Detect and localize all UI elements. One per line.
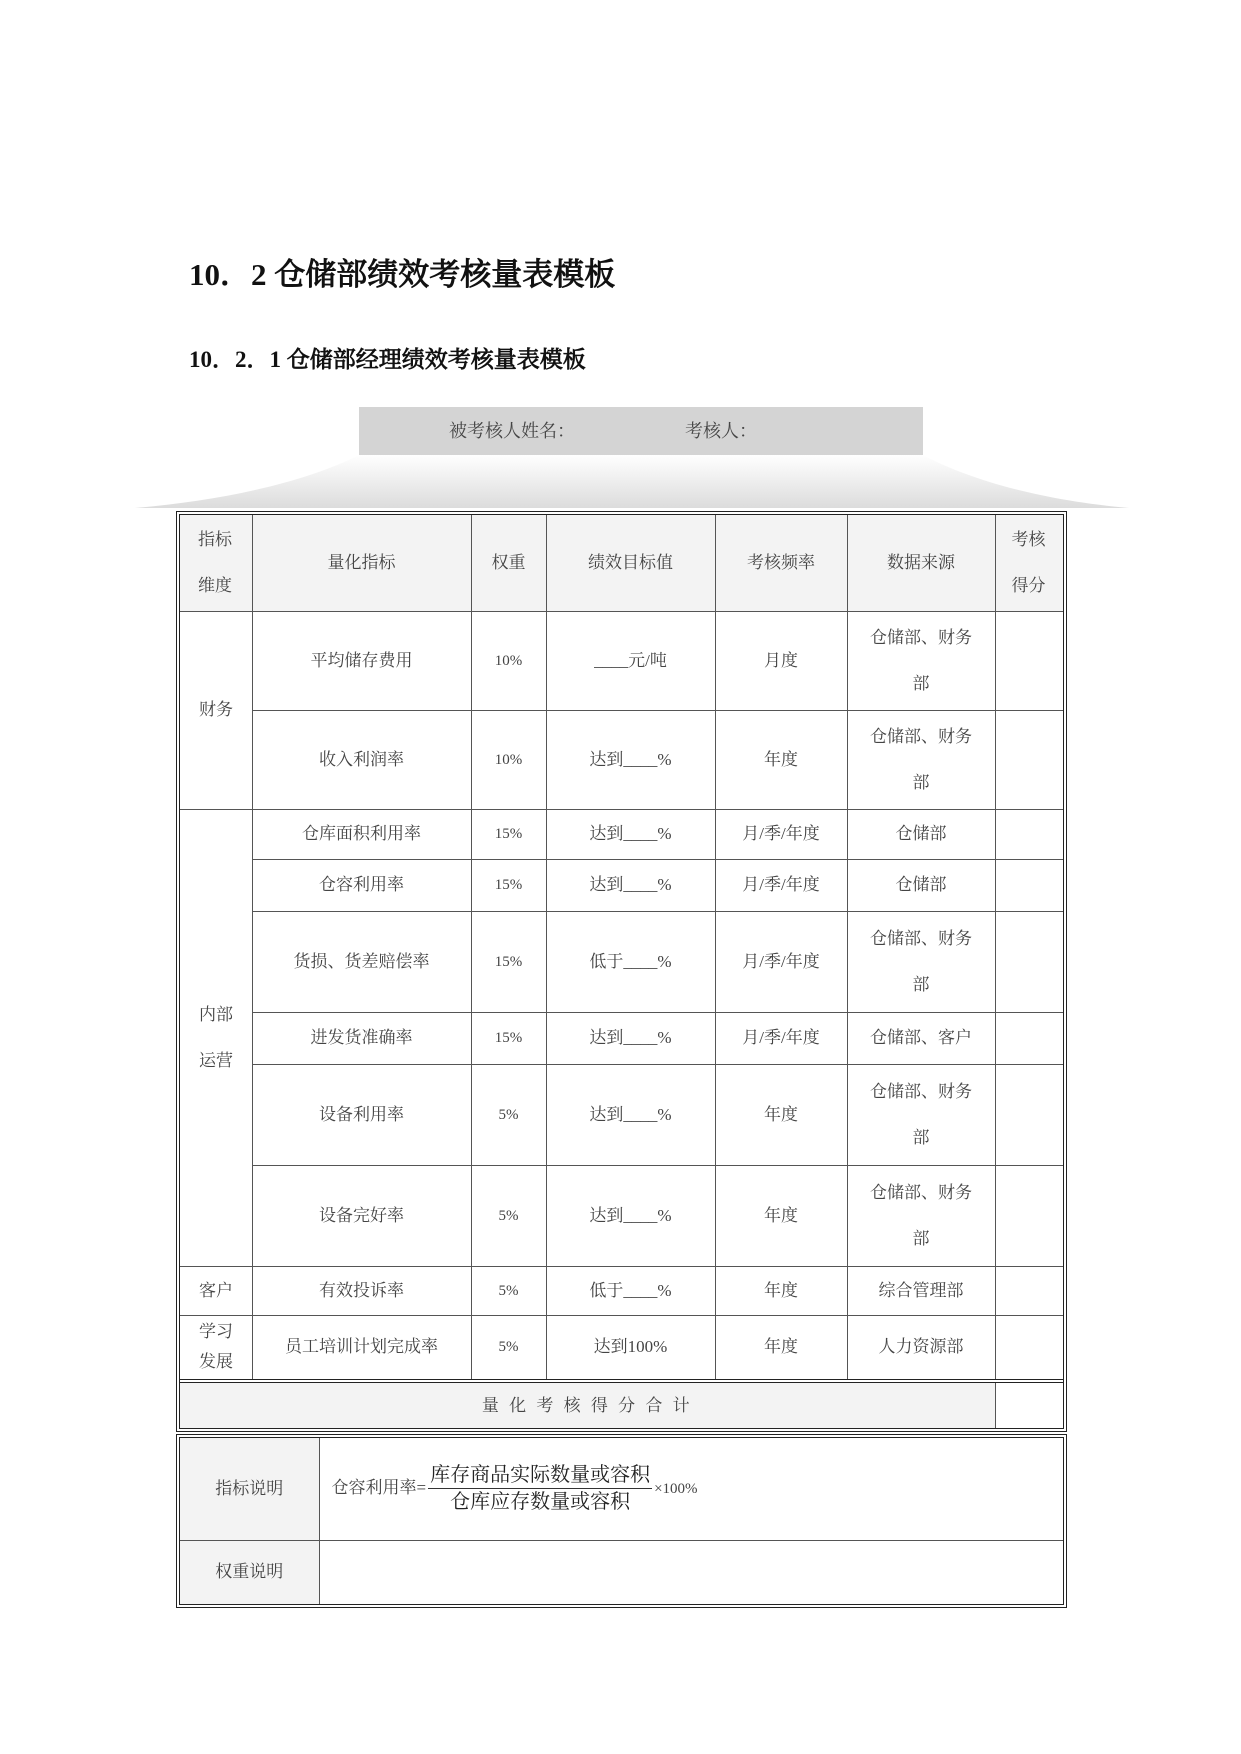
- header-indicator: 量化指标: [252, 515, 471, 611]
- score-cell: [995, 1012, 1063, 1064]
- source-text: 仓储部、财务部: [870, 928, 972, 994]
- target-cell: 达到____%: [546, 809, 715, 859]
- formula-denominator: 仓库应存数量或容积: [450, 1491, 631, 1514]
- indicator-cell: 员工培训计划完成率: [252, 1315, 471, 1381]
- frequency-cell: 月/季/年度: [715, 809, 847, 859]
- score-cell: [995, 1266, 1063, 1315]
- source-cell: [847, 859, 995, 911]
- score-cell: [995, 710, 1063, 809]
- table-row: [180, 1315, 1063, 1381]
- score-cell: [995, 1165, 1063, 1266]
- score-cell: [995, 911, 1063, 1012]
- frequency-cell: 月度: [715, 611, 847, 710]
- score-cell: [995, 809, 1063, 859]
- indicator-cell: 有效投诉率: [252, 1266, 471, 1315]
- table-row: [180, 710, 1063, 809]
- total-score-label: 量 化 考 核 得 分 合 计: [180, 1381, 995, 1428]
- target-cell: 达到____%: [546, 1012, 715, 1064]
- dimension-cell: 客户: [180, 1266, 252, 1315]
- frequency-cell: 月/季/年度: [715, 859, 847, 911]
- dimension-cell: 学习 发展: [180, 1315, 252, 1381]
- weight-cell: 10%: [471, 710, 546, 809]
- formula-lhs: 仓容利用率=: [331, 1477, 427, 1497]
- header-frequency: 考核频率: [715, 515, 847, 611]
- source-text: 仓储部: [895, 875, 947, 894]
- score-cell: [995, 611, 1063, 710]
- score-cell: [995, 1315, 1063, 1381]
- table-row: [180, 911, 1063, 1012]
- section-title: 10．2 仓储部绩效考核量表模板: [189, 257, 616, 292]
- source-cell: [847, 1266, 995, 1315]
- source-text: 仓储部、财务部: [870, 726, 972, 792]
- weight-note-row: [180, 1540, 1063, 1604]
- score-cell: [995, 859, 1063, 911]
- source-text: 综合管理部: [878, 1280, 964, 1300]
- formula-numerator: 库存商品实际数量或容积: [428, 1462, 652, 1489]
- frequency-cell: 年度: [715, 1315, 847, 1381]
- table-row: [180, 1012, 1063, 1064]
- source-cell: [847, 809, 995, 859]
- table-header-row: [180, 515, 1063, 611]
- source-cell: [847, 1012, 995, 1064]
- weight-cell: 15%: [471, 809, 546, 859]
- source-text: 仓储部、财务部: [870, 1182, 972, 1248]
- header-target: 绩效目标值: [546, 515, 715, 611]
- frequency-cell: 月/季/年度: [715, 1012, 847, 1064]
- subsection-title: 10．2．1 仓储部经理绩效考核量表模板: [189, 347, 586, 372]
- indicator-cell: 平均储存费用: [252, 611, 471, 710]
- target-cell: ____元/吨: [546, 611, 715, 710]
- source-text: 仓储部、客户: [870, 1028, 972, 1047]
- weight-cell: 5%: [471, 1315, 546, 1381]
- target-cell: 低于____%: [546, 911, 715, 1012]
- indicator-cell: 设备完好率: [252, 1165, 471, 1266]
- indicator-cell: 进发货准确率: [252, 1012, 471, 1064]
- frequency-cell: 年度: [715, 710, 847, 809]
- source-cell: [847, 1064, 995, 1165]
- review-box-shadow: [0, 452, 1241, 512]
- table-row: [180, 809, 1063, 859]
- table-row: [180, 1064, 1063, 1165]
- frequency-cell: 年度: [715, 1266, 847, 1315]
- formula-fraction: [428, 1462, 652, 1515]
- header-weight: 权重: [471, 515, 546, 611]
- target-cell: 达到____%: [546, 710, 715, 809]
- source-cell: [847, 911, 995, 1012]
- target-cell: 低于____%: [546, 1266, 715, 1315]
- source-text: 人力资源部: [878, 1337, 964, 1357]
- score-cell: [995, 1064, 1063, 1165]
- table-row: [180, 1165, 1063, 1266]
- source-text: 仓储部、财务部: [870, 627, 972, 693]
- frequency-cell: 年度: [715, 1165, 847, 1266]
- indicator-cell: 货损、货差赔偿率: [252, 911, 471, 1012]
- weight-note-label: 权重说明: [180, 1540, 319, 1604]
- source-cell: [847, 1165, 995, 1266]
- target-cell: 达到____%: [546, 1064, 715, 1165]
- weight-cell: 5%: [471, 1165, 546, 1266]
- indicator-cell: 仓容利用率: [252, 859, 471, 911]
- source-text: 仓储部: [895, 824, 947, 843]
- formula: [331, 1464, 698, 1514]
- source-cell: [847, 611, 995, 710]
- header-source: 数据来源: [847, 515, 995, 611]
- weight-cell: 15%: [471, 1012, 546, 1064]
- total-row: [180, 1381, 1063, 1428]
- indicator-cell: 收入利润率: [252, 710, 471, 809]
- examiner-label: 考核人：: [685, 421, 757, 441]
- frequency-cell: 年度: [715, 1064, 847, 1165]
- indicator-cell: 设备利用率: [252, 1064, 471, 1165]
- total-score-cell: [995, 1381, 1063, 1428]
- header-score: 考核 得分: [995, 515, 1063, 611]
- indicator-note-label: 指标说明: [180, 1438, 319, 1540]
- weight-cell: 5%: [471, 1266, 546, 1315]
- indicator-note-row: [180, 1438, 1063, 1540]
- kpi-table-frame: [176, 511, 1067, 1432]
- header-dimension: 指标 维度: [180, 515, 252, 611]
- notes-table-frame: [176, 1434, 1067, 1608]
- target-cell: 达到____%: [546, 859, 715, 911]
- source-cell: [847, 710, 995, 809]
- source-text: 仓储部、财务部: [870, 1081, 972, 1147]
- kpi-table: [180, 515, 1063, 1428]
- weight-cell: 15%: [471, 911, 546, 1012]
- weight-cell: 10%: [471, 611, 546, 710]
- indicator-cell: 仓库面积利用率: [252, 809, 471, 859]
- table-row: [180, 1266, 1063, 1315]
- review-info-box: [359, 407, 923, 455]
- target-cell: 达到100%: [546, 1315, 715, 1381]
- table-row: [180, 611, 1063, 710]
- notes-table: [180, 1438, 1063, 1604]
- table-row: [180, 859, 1063, 911]
- dimension-cell: 内部 运营: [180, 809, 252, 1266]
- formula-suffix: ×100%: [654, 1480, 698, 1497]
- source-cell: [847, 1315, 995, 1381]
- examinee-name-label: 被考核人姓名：: [449, 421, 575, 441]
- dimension-cell: 财务: [180, 611, 252, 809]
- weight-cell: 5%: [471, 1064, 546, 1165]
- weight-note-content: [319, 1540, 1063, 1604]
- indicator-note-content: [319, 1438, 1063, 1540]
- weight-cell: 15%: [471, 859, 546, 911]
- target-cell: 达到____%: [546, 1165, 715, 1266]
- frequency-cell: 月/季/年度: [715, 911, 847, 1012]
